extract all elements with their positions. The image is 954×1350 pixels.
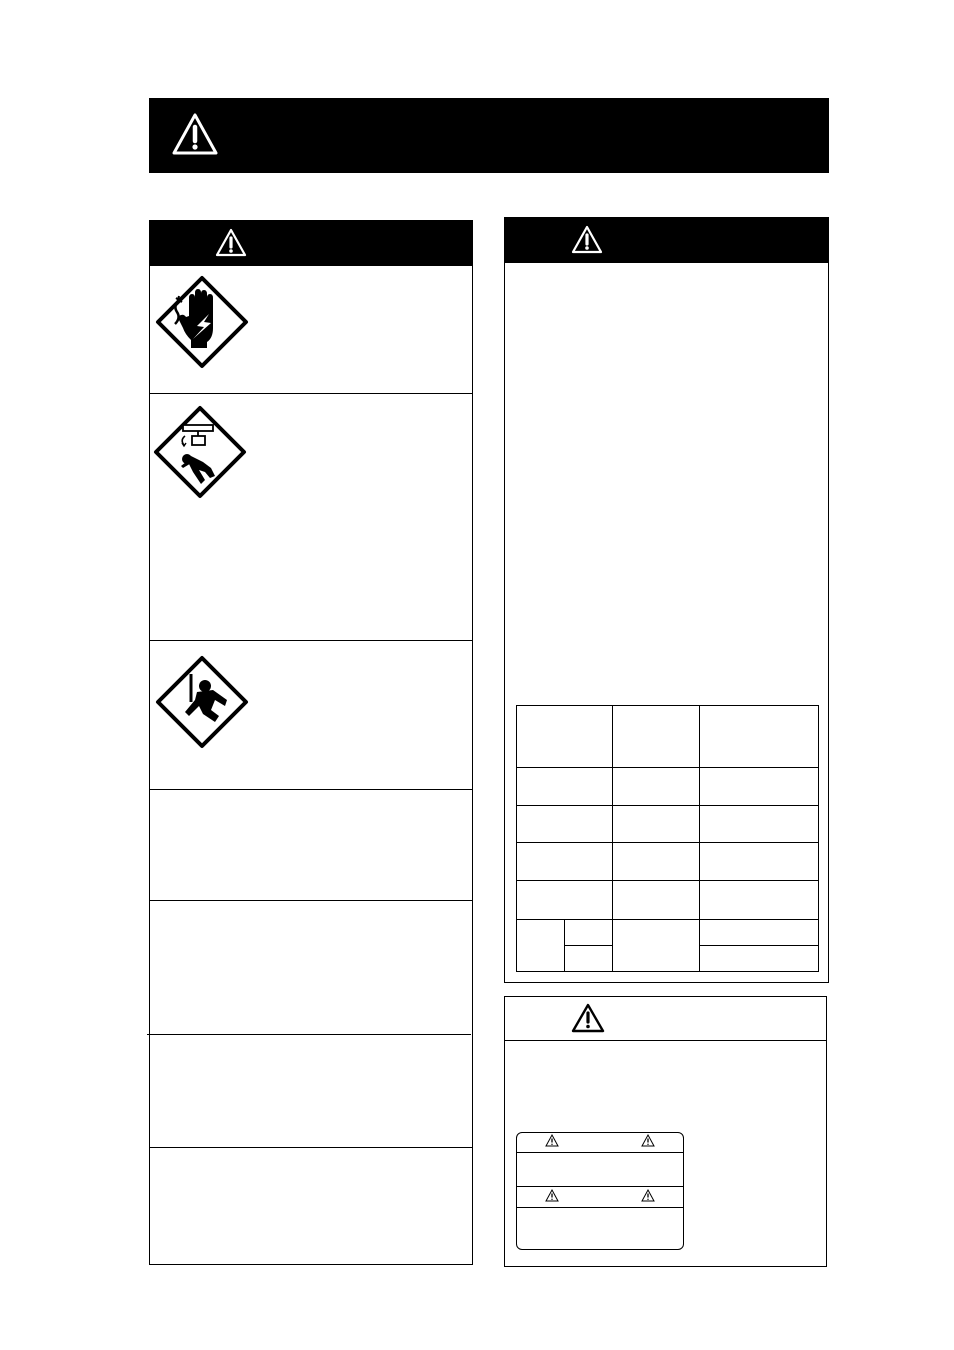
- sticker-divider: [516, 1152, 684, 1153]
- warning-triangle-icon: [171, 112, 219, 156]
- electric-shock-hand-icon: [155, 276, 249, 368]
- caution-triangle-icon: [571, 1003, 605, 1034]
- section-divider: [149, 640, 473, 641]
- caution-header-divider: [504, 1040, 827, 1041]
- section-divider: [147, 1034, 471, 1035]
- table-column-divider: [612, 705, 613, 972]
- table-row-divider: [516, 919, 819, 920]
- small-warning-triangle-icon: [545, 1134, 559, 1147]
- table-row-divider: [516, 805, 819, 806]
- section-divider: [149, 1147, 473, 1148]
- table-row-divider: [699, 945, 819, 946]
- table-row-divider: [564, 945, 612, 946]
- person-struck-icon: [155, 656, 249, 748]
- sticker-divider: [516, 1207, 684, 1208]
- section-divider: [149, 789, 473, 790]
- falling-unit-person-icon: [153, 406, 247, 498]
- warning-triangle-icon: [215, 228, 247, 258]
- sticker-divider: [516, 1186, 684, 1187]
- warning-triangle-icon: [571, 225, 603, 255]
- small-warning-triangle-icon: [545, 1189, 559, 1202]
- data-table: [516, 705, 819, 972]
- table-row-divider: [516, 880, 819, 881]
- right-panel-header: [504, 217, 829, 263]
- page-header-bar: [149, 98, 829, 173]
- small-warning-triangle-icon: [641, 1189, 655, 1202]
- section-divider: [149, 900, 473, 901]
- table-row-divider: [516, 767, 819, 768]
- warning-label-sticker: [516, 1132, 684, 1250]
- section-divider: [149, 393, 473, 394]
- table-row-divider: [516, 842, 819, 843]
- small-warning-triangle-icon: [641, 1134, 655, 1147]
- table-column-divider: [699, 705, 700, 972]
- left-panel-header: [149, 220, 473, 266]
